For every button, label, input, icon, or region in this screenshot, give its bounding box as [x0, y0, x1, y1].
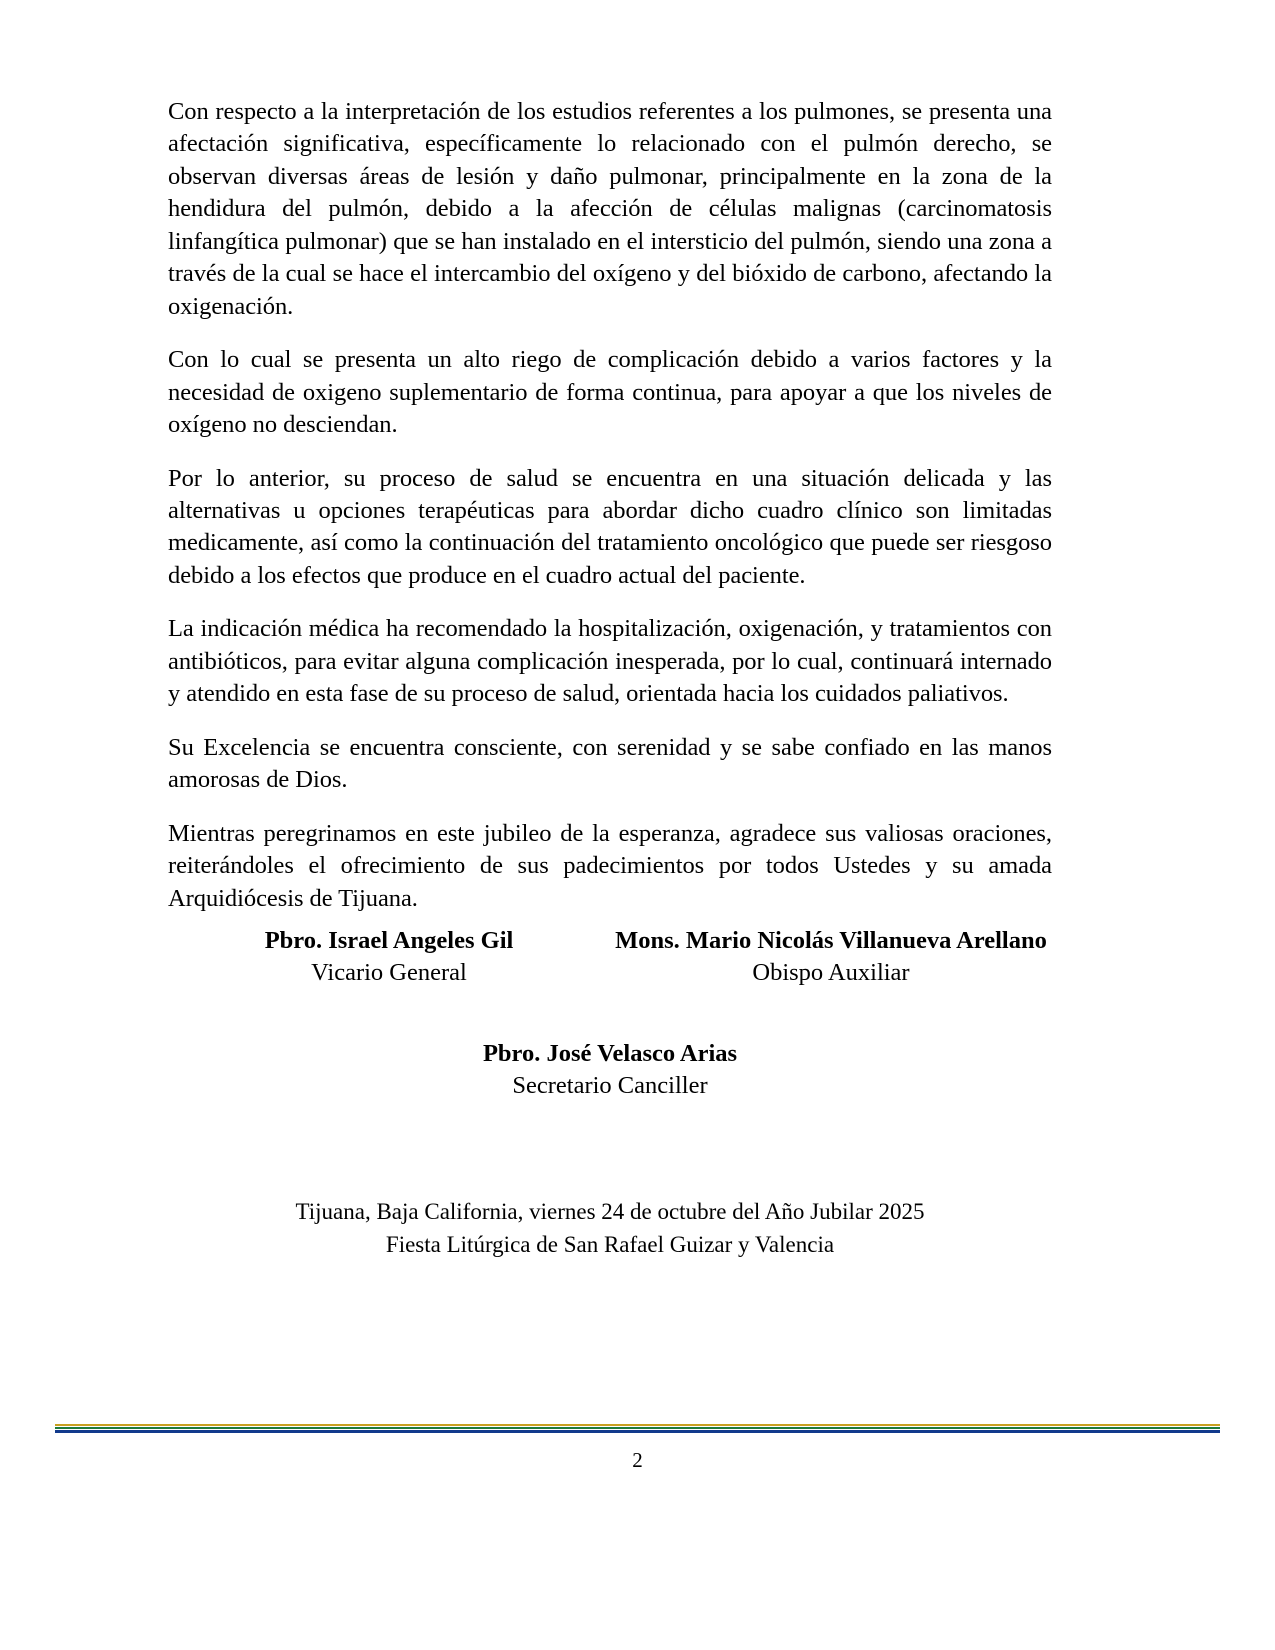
- paragraph-4: La indicación médica ha recomendado la hospitalización, oxigenación, y tratamientos con antibióticos, para evitar alguna complicación inesperada, por lo cual, continuará internado y atendido en esta fase de su proceso de salud, orientada hacia los cuidados paliativos.: [168, 615, 1052, 708]
- paragraph-5: Su Excelencia se encuentra consciente, con serenidad y se sabe confiado en las manos amorosas de Dios.: [168, 733, 1052, 794]
- signature-left: [168, 925, 610, 989]
- dateline-feast: Fiesta Litúrgica de San Rafael Guizar y Valencia: [385, 1231, 835, 1257]
- footer-rule-blue: [55, 1430, 1220, 1433]
- signature-name-canciller: Pbro. José Velasco Arias: [482, 1040, 738, 1067]
- dateline-block: [168, 1196, 1052, 1261]
- signature-name-obispo: Mons. Mario Nicolás Villanueva Arellano: [615, 927, 1047, 954]
- paragraph-1: Con respecto a la interpretación de los estudios referentes a los pulmones, se presenta una afectación significativa, específicamente lo relacionado con el pulmón derecho, se observan diversas áreas de lesión y daño pulmonar, principalmente en la zona de la hendidura del pulmón, debido a la afección de células malignas (carcinomatosis linfangítica pulmonar) que se han instalado en el intersticio del pulmón, siendo una zona a través de la cual se hace el intercambio del oxígeno y del bióxido de carbono, afectando la oxigenación.: [168, 98, 1052, 320]
- signature-center: [168, 1038, 1052, 1102]
- signature-row: [168, 925, 1052, 989]
- signature-title-vicario: Vicario General: [311, 958, 467, 986]
- paragraph-2: Con lo cual se presenta un alto riego de complicación debido a varios factores y la necesidad de oxigeno suplementario de forma continua, para apoyar a que los niveles de oxígeno no desciendan.: [168, 346, 1052, 439]
- footer-decorative-rules: [55, 1424, 1220, 1436]
- paragraph-6: Mientras peregrinamos en este jubileo de la esperanza, agradece sus valiosas oraciones, reiterándoles el ofrecimiento de sus padecimientos por todos Ustedes y su amada Arquidiócesis de Tijuana.: [168, 819, 1052, 912]
- paragraph-3: Por lo anterior, su proceso de salud se encuentra en una situación delicada y las alternativas u opciones terapéuticas para abordar dicho cuadro clínico son limitadas medicamente, así como la continuación del tratamiento oncológico que puede ser riesgoso debido a los efectos que produce en el cuadro actual del paciente.: [168, 464, 1052, 589]
- footer-rule-green: [55, 1427, 1220, 1429]
- signature-title-obispo: Obispo Auxiliar: [752, 958, 910, 986]
- signature-right: [610, 925, 1052, 989]
- letter-body: [168, 96, 1052, 915]
- signature-name-vicario: Pbro. Israel Angeles Gil: [264, 927, 514, 954]
- signature-title-canciller: Secretario Canciller: [512, 1071, 708, 1099]
- footer-rule-gold: [55, 1424, 1220, 1426]
- dateline-place-date: Tijuana, Baja California, viernes 24 de octubre del Año Jubilar 2025: [295, 1199, 925, 1224]
- signature-block: [168, 925, 1052, 989]
- page-number: 2: [632, 1448, 643, 1472]
